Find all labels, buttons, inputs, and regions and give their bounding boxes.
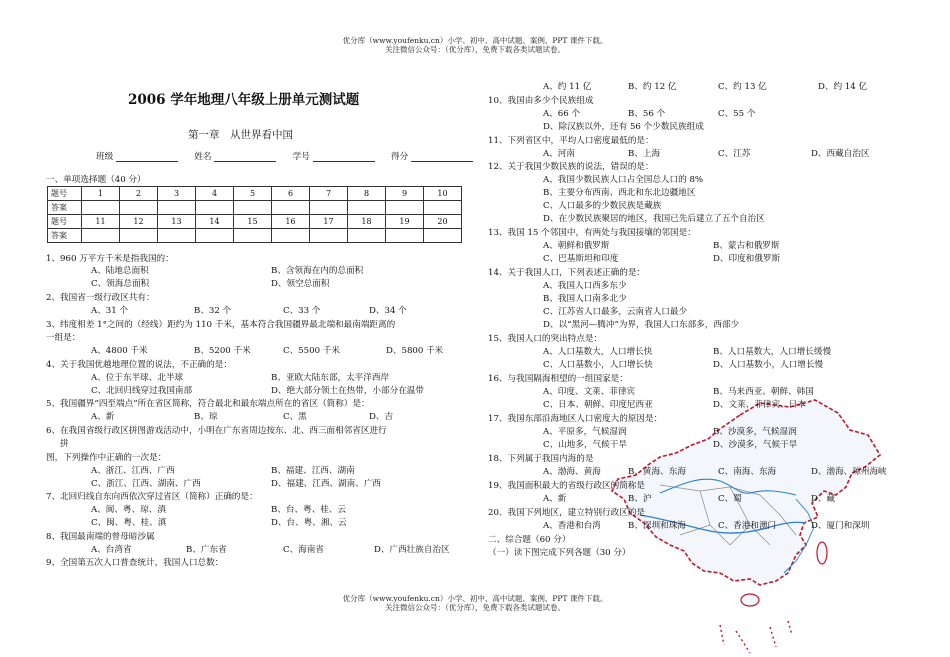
question-text-line: A、平原多，气候湿润 <box>543 427 627 437</box>
question-text-line: C、南海、东海 <box>718 467 777 477</box>
question-text-line: B、约 12 亿 <box>628 82 677 92</box>
question-number: 3 <box>158 187 196 201</box>
question-text-line: A、我国少数民族人口占全国总人口的 8% <box>543 175 704 185</box>
page-title: 2006 学年地理八年级上册单元测试题 <box>128 92 360 108</box>
question-number: 12 <box>120 215 158 229</box>
answer-cell[interactable] <box>234 229 272 243</box>
question-text-line: A、66 个 <box>543 109 581 119</box>
question-text-line: 图，下列操作中正确的一次是： <box>46 453 167 463</box>
row-label: 答案 <box>48 229 82 243</box>
question-text-line: A、渤海、黄海 <box>543 467 601 477</box>
question-text-line: C、人口最多的少数民族是藏族 <box>543 201 662 211</box>
question-text-line: D、吉 <box>369 412 394 422</box>
answer-cell[interactable] <box>196 201 234 215</box>
section1-heading: 一、单项选择题（40 分） <box>46 175 146 185</box>
question-text-line: B、沙漠多，气候湿润 <box>713 427 797 437</box>
question-text-line: B、琼 <box>194 412 218 422</box>
question-text-line: 7、北回归线自东向西依次穿过省区（简称）正确的是： <box>46 492 258 502</box>
question-text-line: D、领空总面积 <box>271 279 330 289</box>
answer-cell[interactable] <box>158 201 196 215</box>
question-text-line: B、5200 千米 <box>194 346 251 356</box>
question-text-line: C、闽、粤、桂、滇 <box>91 518 167 528</box>
question-text-line: B、台、粤、桂、云 <box>271 505 347 515</box>
answer-cell[interactable] <box>82 201 120 215</box>
header-line-2: 关注微信公众号：（优分库），免费下载各类试题试卷。 <box>385 45 565 54</box>
question-text-line: A、我国人口西多东少 <box>543 281 627 291</box>
question-text-line: D、西藏自治区 <box>811 149 870 159</box>
answer-cell[interactable] <box>120 201 158 215</box>
answer-cell[interactable] <box>424 229 462 243</box>
answer-cell[interactable] <box>386 201 424 215</box>
question-text-line: A、闽、粤、琼、滇 <box>91 505 166 515</box>
answer-cell[interactable] <box>386 229 424 243</box>
table-row <box>48 215 462 229</box>
answer-cell[interactable] <box>158 229 196 243</box>
question-text-line: D、厦门和深圳 <box>811 521 870 531</box>
question-text-line: 13、我国 15 个邻国中，有两处与我国接壤的邻国是： <box>488 228 696 238</box>
question-text-line: D、印度和俄罗斯 <box>713 254 781 264</box>
question-text-line: 4、关于我国优越地理位置的说法，不正确的是： <box>46 360 232 370</box>
question-text-line: D、约 14 亿 <box>818 82 868 92</box>
question-text-line: D、人口基数小，人口增长慢 <box>713 360 824 370</box>
question-text-line: B、人口基数大，人口增长缓慢 <box>713 347 832 357</box>
question-text-line: D、福建、江西、湖南、广西 <box>271 479 382 489</box>
question-text-line: B、含领海在内的总面积 <box>271 266 364 276</box>
question-text-line: 二、综合题（60 分） <box>488 535 571 545</box>
question-text-line: B、深圳和珠海 <box>628 521 686 531</box>
question-text-line: A、朝鲜和俄罗斯 <box>543 241 610 251</box>
question-text-line: A、河南 <box>543 149 575 159</box>
name-field[interactable] <box>214 152 276 162</box>
question-text-line: C、33 个 <box>283 306 321 316</box>
question-text-line: C、约 13 亿 <box>718 82 767 92</box>
question-text-line: 20、我国下列地区，建立特别行政区的是 <box>488 508 646 518</box>
class-label: 班级 <box>96 152 114 162</box>
question-text-line: C、领海总面积 <box>91 279 150 289</box>
question-text-line: 拼 <box>60 439 69 449</box>
table-row <box>48 187 462 201</box>
question-text-line: C、日本、朝鲜、印度尼西亚 <box>543 400 653 410</box>
question-text-line: A、新 <box>543 494 567 504</box>
question-text-line: B、主要分布西南、西北和东北边疆地区 <box>543 188 696 198</box>
question-number: 11 <box>82 215 120 229</box>
score-label: 得分 <box>390 152 409 162</box>
question-text-line: 6、在我国省级行政区拼图游戏活动中，小明在广东省周边按东、北、西三面相邻省区进行 <box>46 426 387 436</box>
question-text-line: D、藏 <box>811 494 836 504</box>
question-text-line: B、亚欧大陆东部，太平洋西岸 <box>271 373 390 383</box>
question-number: 4 <box>196 187 234 201</box>
question-number: 5 <box>234 187 272 201</box>
question-text-line: D、5800 千米 <box>386 346 444 356</box>
question-text-line: D、34 个 <box>369 306 407 316</box>
question-text-line: A、新 <box>91 412 115 422</box>
question-text-line: 2、我国省一级行政区共有： <box>46 293 155 303</box>
row-label: 题号 <box>48 187 82 201</box>
question-text-line: A、陆地总面积 <box>91 266 149 276</box>
question-text-line: 14、关于我国人口，下列表述正确的是： <box>488 268 646 278</box>
question-text-line: B、我国人口南多北少 <box>543 294 627 304</box>
question-text-line: C、海南省 <box>283 545 324 555</box>
question-text-line: C、5500 千米 <box>283 346 340 356</box>
question-number: 17 <box>310 215 348 229</box>
answer-cell[interactable] <box>272 201 310 215</box>
question-text-line: A、31 个 <box>91 306 129 316</box>
question-text-line: B、黄海、东海 <box>628 467 686 477</box>
question-number: 9 <box>386 187 424 201</box>
answer-cell[interactable] <box>82 229 120 243</box>
question-text-line: C、55 个 <box>718 109 756 119</box>
question-text-line: D、沙漠多，气候干旱 <box>713 440 798 450</box>
question-text-line: B、上海 <box>628 149 661 159</box>
student-id-field[interactable] <box>313 152 375 162</box>
question-text-line: 3、纬度相差 1°之间的（经线）距约为 110 千米，基本符合我国疆界最北端和最南端距离的 <box>46 320 396 330</box>
answer-cell[interactable] <box>196 229 234 243</box>
question-number: 15 <box>234 215 272 229</box>
footer-line-2: 关注微信公众号：（优分库），免费下载各类试题试卷。 <box>385 603 565 612</box>
question-text-line: C、江苏省人口最多，云南省人口最少 <box>543 307 688 317</box>
student-info-fields <box>96 150 473 162</box>
answer-cell[interactable] <box>234 201 272 215</box>
question-text-line: A、人口基数大，人口增长快 <box>543 347 653 357</box>
question-text-line: 9、全国第五次人口普查统计，我国人口总数： <box>46 558 224 568</box>
question-text-line: C、浙江、江西、湖南、广西 <box>91 479 201 489</box>
question-number: 6 <box>272 187 310 201</box>
student-id-label: 学号 <box>292 152 310 162</box>
answer-cell[interactable] <box>348 201 386 215</box>
question-text-line: C、蜀 <box>718 494 742 504</box>
question-text-line: 11、下列省区中，平均人口密度最低的是： <box>488 136 654 146</box>
question-text-line: 15、我国人口的突出特点是： <box>488 334 603 344</box>
question-text-line: 8、我国最南端的曾母暗沙属 <box>46 532 155 542</box>
question-number: 7 <box>310 187 348 201</box>
chapter-title: 第一章 从世界看中国 <box>188 129 293 141</box>
question-number: 20 <box>424 215 462 229</box>
question-text-line: D、除汉族以外，还有 56 个少数民族组成 <box>543 122 704 132</box>
question-text-line: A、印度、文莱、菲律宾 <box>543 387 636 397</box>
question-number: 13 <box>158 215 196 229</box>
question-text-line: C、人口基数小，人口增长快 <box>543 360 653 370</box>
question-text-line: 10、我国由多少个民族组成 <box>488 96 594 106</box>
question-text-line: 17、我国东部沿海地区人口密度大的原因是： <box>488 414 663 424</box>
taiwan-island <box>817 542 827 564</box>
answer-cell[interactable] <box>424 201 462 215</box>
question-number: 1 <box>82 187 120 201</box>
question-number: 2 <box>120 187 158 201</box>
question-text-line: B、沪 <box>628 494 652 504</box>
answer-cell[interactable] <box>120 229 158 243</box>
question-text-line: D、绝大部分领土在热带，小部分在温带 <box>271 386 424 396</box>
question-text-line: A、约 11 亿 <box>543 82 592 92</box>
question-text-line: C、江苏 <box>718 149 751 159</box>
question-text-line: D、在少数民族聚居的地区，我国已先后建立了五个自治区 <box>543 214 765 224</box>
question-text-line: 5、我国疆界“四至端点”所在省区简称，符合最北和最东端点所在的省区（简称）是： <box>46 399 370 409</box>
question-text-line: A、位于东半球、北半球 <box>91 373 184 383</box>
question-text-line: D、台、粤、湘、云 <box>271 518 347 528</box>
class-field[interactable] <box>116 152 178 162</box>
question-text-line: 一组是： <box>46 333 81 343</box>
row-label: 答案 <box>48 201 82 215</box>
question-text-line: B、56 个 <box>628 109 666 119</box>
header-line-1: 优分库（www.youfenku.cn）小学、初中、高中试题、案例、PPT 课件下载。 <box>342 36 608 45</box>
question-text-line: B、32 个 <box>194 306 232 316</box>
page-header <box>0 36 950 54</box>
page-footer <box>0 594 950 612</box>
question-text-line: 18、下列属于我国内海的是 <box>488 454 594 464</box>
south-china-sea-islands <box>720 621 792 653</box>
table-row <box>48 201 462 215</box>
answer-table <box>47 186 462 243</box>
question-text-line: B、福建、江西、湖南 <box>271 466 355 476</box>
question-text-line: A、4800 千米 <box>91 346 148 356</box>
question-text-line: 1、960 万平方千米是指我国的： <box>46 254 174 264</box>
question-text-line: C、巴基斯坦和印度 <box>543 254 619 264</box>
question-text-line: C、北回归线穿过我国南部 <box>91 386 193 396</box>
question-text-line: A、浙江、江西、广西 <box>91 466 175 476</box>
answer-cell[interactable] <box>272 229 310 243</box>
question-text-line: C、黑 <box>283 412 307 422</box>
question-text-line: （一）读下图完成下列各题（30 分） <box>488 548 631 558</box>
question-text-line: 16、与我国隔海相望的一组国家是： <box>488 374 628 384</box>
question-number: 8 <box>348 187 386 201</box>
question-text-line: 12、关于我国少数民族的说法，错误的是： <box>488 162 654 172</box>
question-number: 14 <box>196 215 234 229</box>
question-number: 16 <box>272 215 310 229</box>
question-number: 10 <box>424 187 462 201</box>
footer-line-1: 优分库（www.youfenku.cn）小学、初中、高中试题、案例、PPT 课件下载。 <box>342 594 608 603</box>
answer-cell[interactable] <box>310 229 348 243</box>
table-row <box>48 229 462 243</box>
question-number: 18 <box>348 215 386 229</box>
answer-cell[interactable] <box>310 201 348 215</box>
question-text-line: C、山地多，气候干旱 <box>543 440 627 450</box>
question-text-line: A、香港和台湾 <box>543 521 601 531</box>
question-text-line: C、香港和澳门 <box>718 521 777 531</box>
question-text-line: B、蒙古和俄罗斯 <box>713 241 780 251</box>
question-text-line: D、以“黑河—腾冲”为界，我国人口东部多，西部少 <box>543 320 740 330</box>
answer-cell[interactable] <box>348 229 386 243</box>
question-text-line: A、台湾省 <box>91 545 132 555</box>
row-label: 题号 <box>48 215 82 229</box>
question-text-line: D、广西壮族自治区 <box>374 545 450 555</box>
question-text-line: 19、我国面积最大的省级行政区的简称是 <box>488 481 646 491</box>
question-text-line: D、渤海、琼州海峡 <box>811 467 887 477</box>
question-text-line: D、文莱、菲律宾、日本 <box>713 400 806 410</box>
name-label: 姓名 <box>194 152 212 162</box>
question-text-line: B、广东省 <box>186 545 227 555</box>
score-field[interactable] <box>411 152 473 162</box>
question-text-line: B、马来西亚、朝鲜、韩国 <box>713 387 814 397</box>
question-number: 19 <box>386 215 424 229</box>
